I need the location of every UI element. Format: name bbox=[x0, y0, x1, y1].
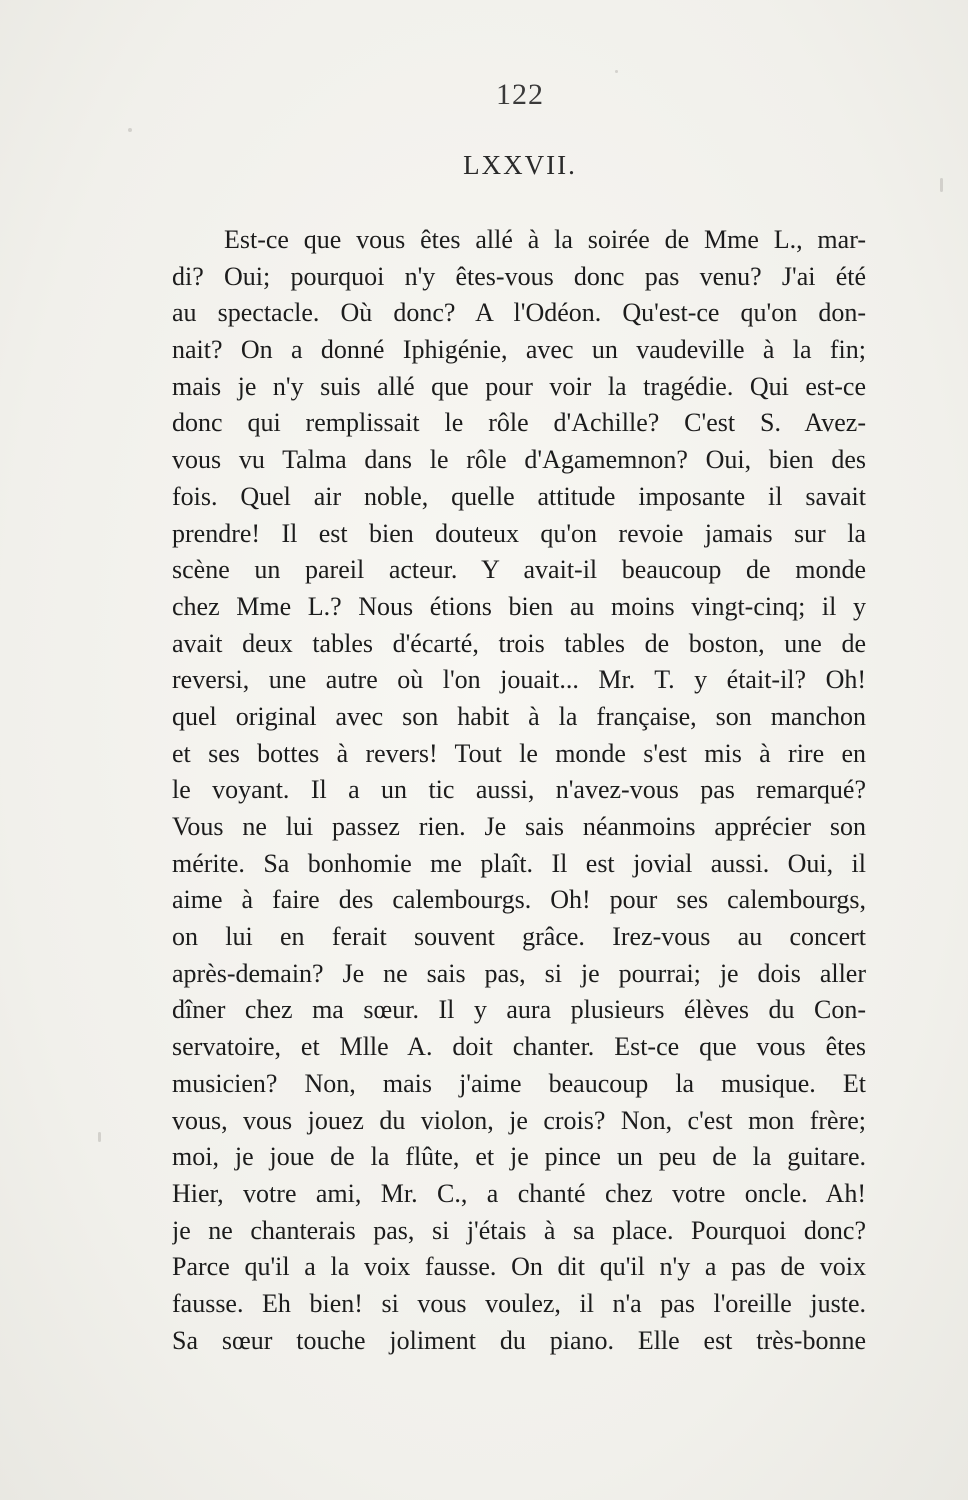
text-line: mérite. Sa bonhomie me plaît. Il est jovial aussi. Oui, il bbox=[172, 848, 866, 878]
text-line: Sa sœur touche joliment du piano. Elle est très-bonne bbox=[172, 1325, 866, 1355]
text-line: fausse. Eh bien! si vous voulez, il n'a pas l'oreille juste. bbox=[172, 1288, 866, 1318]
text-line: chez Mme L.? Nous étions bien au moins vingt-cinq; il y bbox=[172, 591, 866, 621]
text-line: Est-ce que vous êtes allé à la soirée de Mme L., mar- bbox=[224, 225, 866, 254]
text-line: donc qui remplissait le rôle d'Achille? C'est S. Avez- bbox=[172, 408, 866, 438]
text-line: et ses bottes à revers! Tout le monde s'est mis à rire en bbox=[172, 738, 866, 768]
text-line: fois. Quel air noble, quelle attitude imposante il savait bbox=[172, 481, 866, 511]
text-line: Parce qu'il a la voix fausse. On dit qu'il n'y a pas de voix bbox=[172, 1252, 866, 1282]
text-line: quel original avec son habit à la française, son manchon bbox=[172, 701, 866, 731]
text-line: moi, je joue de la flûte, et je pince un peu de la guitare. bbox=[172, 1142, 866, 1172]
text-line: avait deux tables d'écarté, trois tables de boston, une de bbox=[172, 628, 866, 658]
text-line: Hier, votre ami, Mr. C., a chanté chez votre oncle. Ah! bbox=[172, 1178, 866, 1208]
chapter-heading: LXXVII. bbox=[463, 150, 577, 180]
text-line: au spectacle. Où donc? A l'Odéon. Qu'est-ce qu'on don- bbox=[172, 298, 866, 328]
text-line: musicien? Non, mais j'aime beaucoup la musique. Et bbox=[172, 1068, 866, 1098]
text-line: Vous ne lui passez rien. Je sais néanmoins apprécier son bbox=[172, 812, 866, 841]
text-line: scène un pareil acteur. Y avait-il beaucoup de monde bbox=[172, 555, 866, 585]
text-line: prendre! Il est bien douteux qu'on revoie jamais sur la bbox=[172, 518, 866, 548]
text-line: nait? On a donné Iphigénie, avec un vaudeville à la fin; bbox=[172, 335, 866, 365]
text-line: vous vu Talma dans le rôle d'Agamemnon? Oui, bien des bbox=[172, 445, 866, 475]
text-line: le voyant. Il a un tic aussi, n'avez-vous pas remarqué? bbox=[172, 775, 866, 805]
text-line: servatoire, et Mlle A. doit chanter. Est-ce que vous êtes bbox=[172, 1032, 866, 1062]
text-line: on lui en ferait souvent grâce. Irez-vous au concert bbox=[172, 922, 866, 952]
text-line: di? Oui; pourquoi n'y êtes-vous donc pas venu? J'ai été bbox=[172, 261, 866, 291]
text-line: aime à faire des calembourgs. Oh! pour ses calembourgs, bbox=[172, 885, 866, 915]
page-number: 122 bbox=[496, 78, 544, 111]
text-line: dîner chez ma sœur. Il y aura plusieurs élèves du Con- bbox=[172, 995, 866, 1025]
body-text bbox=[172, 222, 866, 1359]
scan-speck bbox=[128, 128, 132, 132]
text-line: mais je n'y suis allé que pour voir la tragédie. Qui est-ce bbox=[172, 371, 866, 401]
text-line: vous, vous jouez du violon, je crois? Non, c'est mon frère; bbox=[172, 1105, 866, 1135]
text-line: après-demain? Je ne sais pas, si je pourrai; je dois aller bbox=[172, 958, 866, 988]
text-line: reversi, une autre où l'on jouait... Mr. T. y était-il? Oh! bbox=[172, 665, 866, 695]
scan-speck bbox=[615, 70, 618, 73]
scan-speck bbox=[98, 1132, 101, 1142]
scan-speck bbox=[940, 178, 943, 192]
text-line: je ne chanterais pas, si j'étais à sa place. Pourquoi donc? bbox=[172, 1215, 866, 1245]
